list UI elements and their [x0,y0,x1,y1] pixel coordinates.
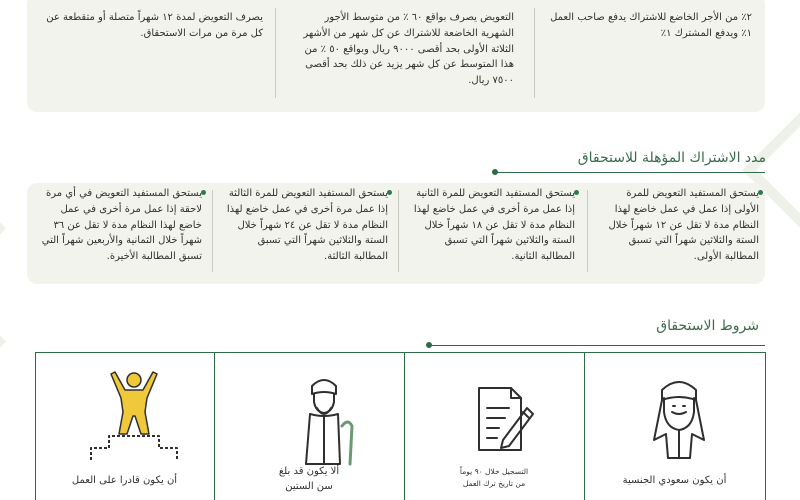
compensation-amount-text: التعويض يصرف بواقع ٦٠ ٪ من متوسط الأجور الشهرية الخاضعة للاشتراك عن كل شهر من الأشهر الثلاثة الأولى بحد أقصى ٩٠٠٠ ريال وبواقع ٥٠ ٪ من هذا المتوسط عن كل شهر يزيد عن ذلك بحد أقصى ٧٥٠٠ ريال. [304,12,515,87]
condition-age-line2: سن الستين [286,480,334,492]
column-divider [535,8,536,98]
period-second-claim-text: يستحق المستفيد التعويض للمرة الثانية إذا عمل مرة أخرى في عمل خاضع لهذا النظام مدة لا تقل عن ١٨ شهراً خلال الستة والثلاثين شهراً التي تسبق المطالبة الثانية. [414,188,576,263]
column-divider [213,190,214,272]
conditions-frame-right [766,352,767,500]
period-third-claim-text: يستحق المستفيد التعويض للمرة الثالثة إذا عمل مرة أخرى في عمل خاضع لهذا النظام مدة لا تقل عن ٢٤ شهراً خلال الستة والثلاثين شهراً التي تسبق المطالبة الثالثة. [227,188,389,263]
condition-age-label [215,465,405,494]
condition-registration-line2: من تاريخ ترك العمل [463,479,527,488]
column-divider [399,190,400,272]
section-title-conditions: شروط الاستحقاق [657,318,760,334]
elderly-man-icon [285,368,365,468]
underline-dot [427,342,433,348]
condition-registration-label [405,466,585,490]
condition-ability-label: أن يكون قادرا على العمل [72,475,179,486]
contribution-rate-text: ٢٪ من الأجر الخاضع للاشتراك يدفع صاحب العمل ١٪ ويدفع المشترك ١٪ [551,12,753,39]
condition-registration-line1: التسجيل خلال ٩٠ يوماً [460,467,530,476]
column-divider [276,8,277,98]
section-underline [496,172,766,173]
period-first-claim-text: يستحق المستفيد التعويض للمرة الأولى إذا عمل في عمل خاضع لهذا النظام مدة لا تقل عن ١٢ شهراً خلال الستة والثلاثين شهراً التي تسبق المطالبة الأولى. [609,188,760,263]
saudi-man-icon [645,368,715,468]
underline-dot [493,169,499,175]
period-later-claim-text: يستحق المستفيد التعويض في أي مرة لاحقة إذا عمل مرة أخرى في عمل خاضع لهذا النظام مدة لا تقل عن ٣٦ شهراً خلال الثمانية والأربعين شهراً التي تسبق المطالبة الأخيرة. [42,188,203,263]
condition-nationality-label: أن يكون سعودي الجنسية [623,475,728,486]
section-title-periods: مدد الاشتراك المؤهلة للاستحقاق [578,150,767,166]
compensation-duration-text: يصرف التعويض لمدة ١٢ شهراً متصلة أو متقطعة عن كل مرة من مرات الاستحقاق. [47,12,264,39]
person-podium-icon [90,368,180,463]
section-underline [430,345,766,346]
column-divider [588,190,589,272]
document-pen-icon [470,378,540,458]
conditions-frame-top [36,352,766,353]
condition-age-line1: ألا يكون قد بلغ [279,466,341,477]
